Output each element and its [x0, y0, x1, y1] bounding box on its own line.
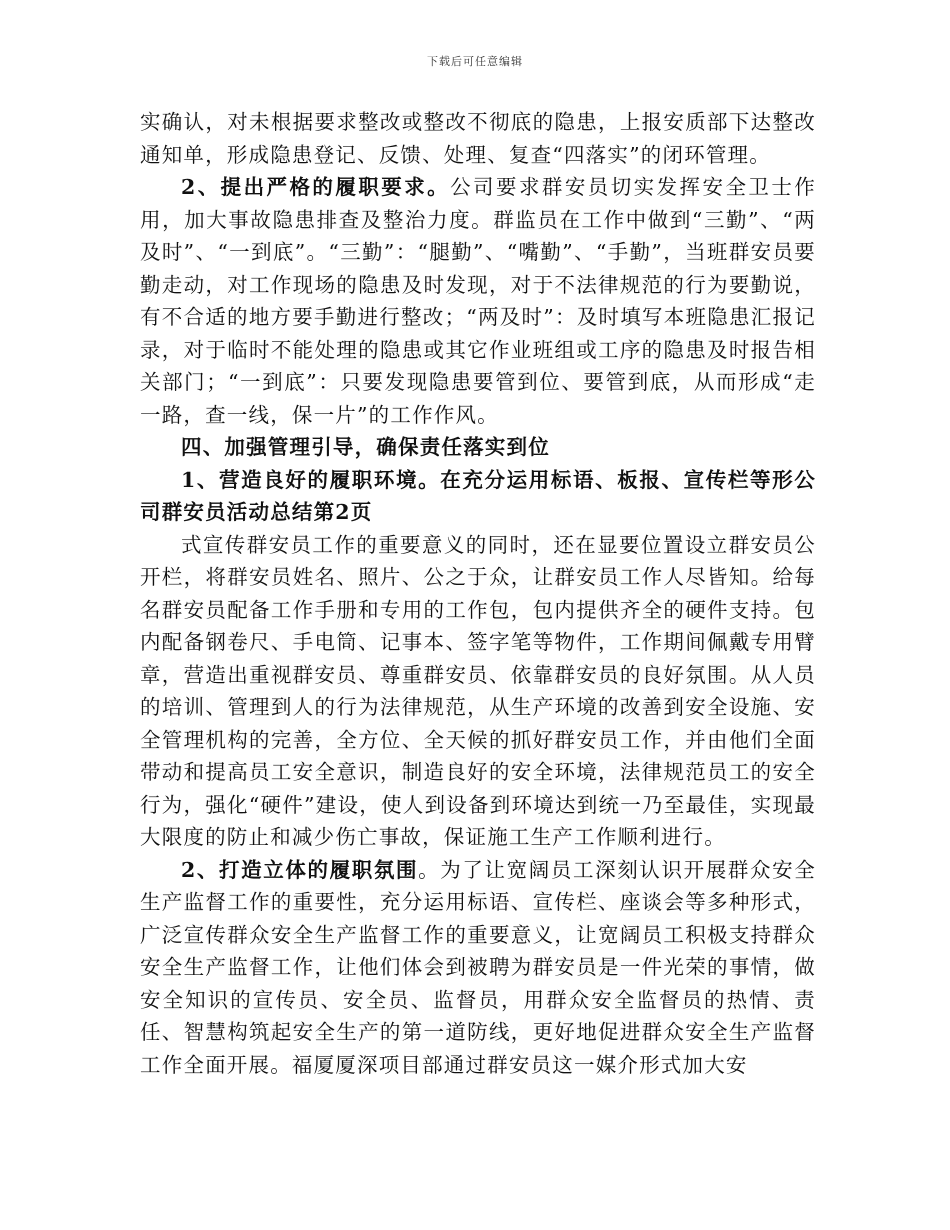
- section-heading: [140, 431, 816, 464]
- paragraph-environment-body: [140, 529, 816, 854]
- paragraph-bold-lead: 2、打造立体的履职氛围: [181, 857, 419, 882]
- paragraph-atmosphere: [140, 854, 816, 1082]
- paragraph-text: 实确认，对未根据要求整改或整改不彻底的隐患，上报安质部下达整改通知单，形成隐患登记、反馈、处理、复查“四落实”的闭环管理。: [140, 110, 816, 167]
- paragraph-text: 公司要求群安员切实发挥安全卫士作用，加大事故隐患排查及整治力度。群监员在工作中做到“三勤”、“两及时”、“一到底”。“三勤”：“腿勤”、“嘴勤”、“手勤”，当班群安员要勤走动，对工作现场的隐患及时发现，对于不法律规范的行为要勤说，有不合适的地方要手勤进行整改；“两及时”：及时填写本班隐患汇报记录，对于临时不能处理的隐患或其它作业班组或工序的隐患及时报告相关部门；“一到底”：只要发现隐患要管到位、要管到底，从而形成“走一路，查一线，保一片”的工作作风。: [140, 175, 816, 427]
- document-body: [140, 106, 816, 1081]
- paragraph-bold-lead: 1、营造良好的履职环境。在充分运用标语、板报、宣传栏等形公司群安员活动总结第2页: [140, 467, 816, 524]
- paragraph-text: 式宣传群安员工作的重要意义的同时，还在显要位置设立群安员公开栏，将群安员姓名、照片、公之于众，让群安员工作人尽皆知。给每名群安员配备工作手册和专用的工作包，包内提供齐全的硬件支持。包内配备钢卷尺、手电筒、记事本、签字笔等物件，工作期间佩戴专用臂章，营造出重视群安员、尊重群安员、依靠群安员的良好氛围。从人员的培训、管理到人的行为法律规范，从生产环境的改善到安全设施、安全管理机构的完善，全方位、全天候的抓好群安员工作，并由他们全面带动和提高员工安全意识，制造良好的安全环境，法律规范员工的安全行为，强化“硬件”建设，使人到设备到环境达到统一乃至最佳，实现最大限度的防止和减少伤亡事故，保证施工生产工作顺利进行。: [140, 532, 816, 849]
- page-header: 下载后可任意编辑: [427, 55, 523, 68]
- paragraph-duty-requirements: [140, 171, 816, 431]
- section-heading-text: 四、加强管理引导，确保责任落实到位: [181, 435, 550, 459]
- paragraph-environment-heading: [140, 464, 816, 529]
- paragraph-continuation: [140, 106, 816, 171]
- paragraph-text: 。为了让宽阔员工深刻认识开展群众安全生产监督工作的重要性，充分运用标语、宣传栏、座谈会等多种形式，广泛宣传群众安全生产监督工作的重要意义，让宽阔员工积极支持群众安全生产监督工作，让他们体会到被聘为群安员是一件光荣的事情，做安全知识的宣传员、安全员、监督员，用群众安全监督员的热情、责任、智慧构筑起安全生产的第一道防线，更好地促进群众安全生产监督工作全面开展。福厦厦深项目部通过群安员这一媒介形式加大安: [140, 857, 816, 1077]
- paragraph-bold-lead: 2、提出严格的履职要求。: [181, 175, 451, 199]
